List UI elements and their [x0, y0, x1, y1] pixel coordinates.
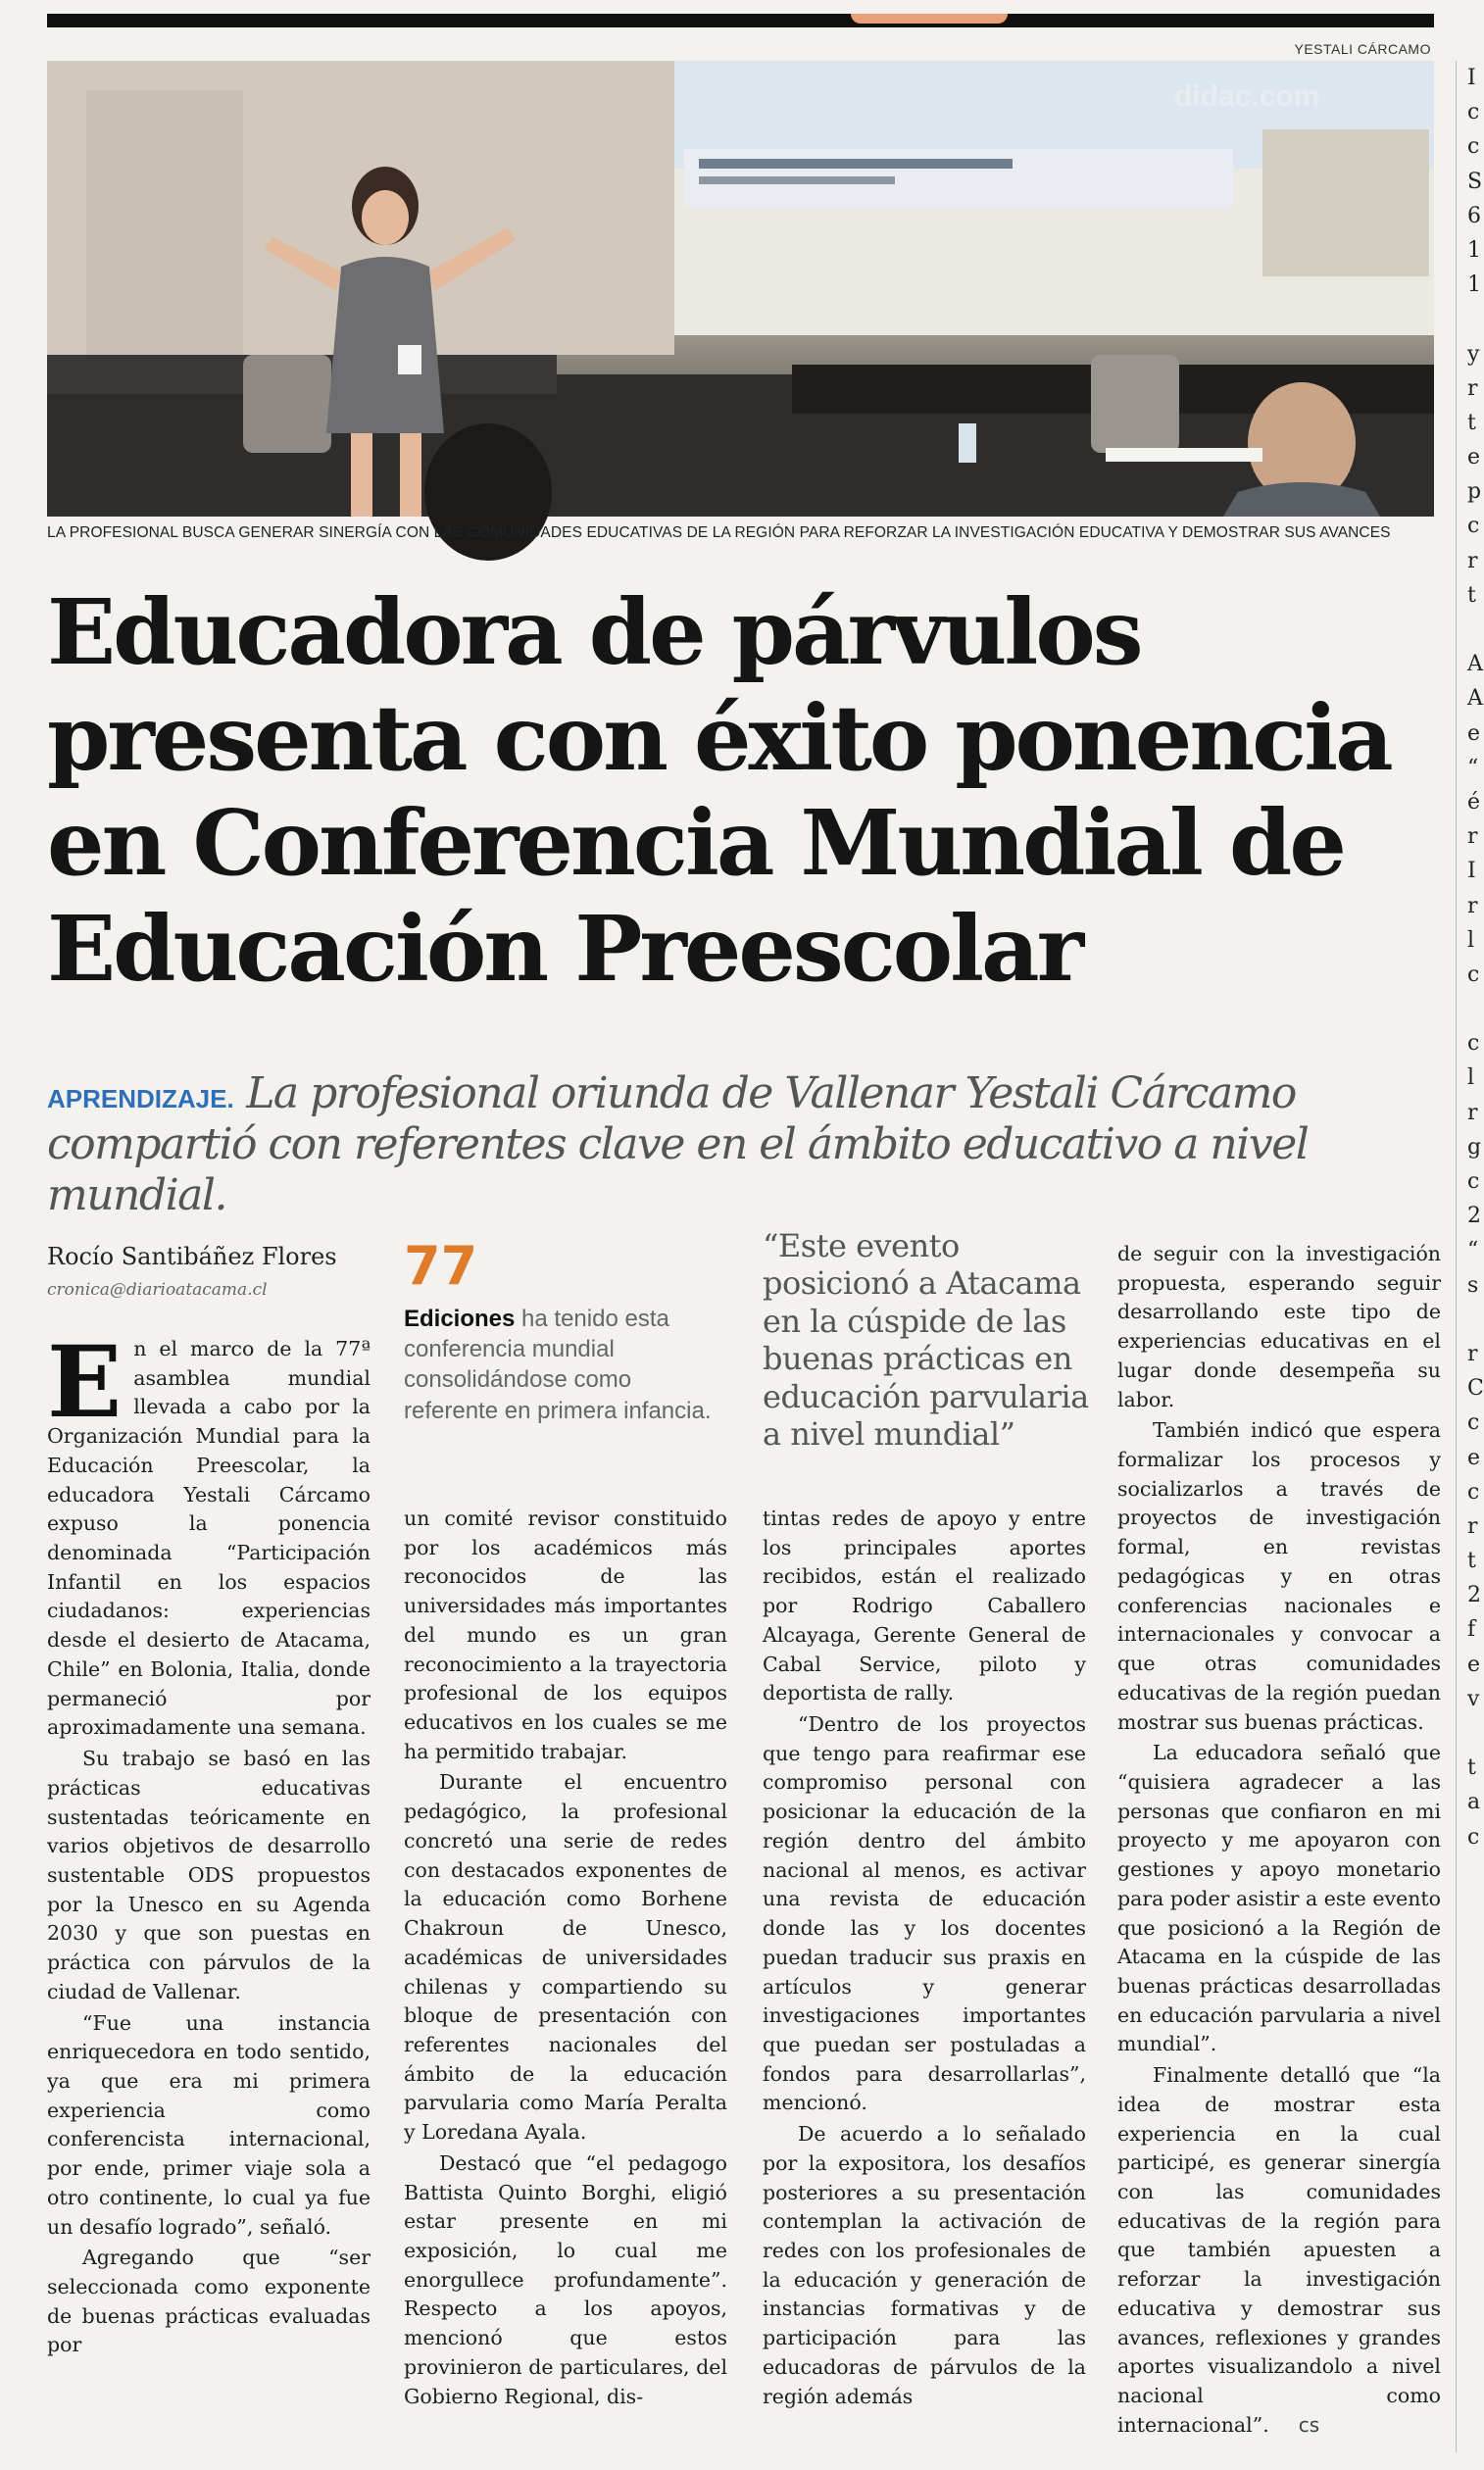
body-column-3 [763, 1505, 1086, 2413]
top-rule-accent [851, 14, 1008, 24]
body-column-4 [1117, 1240, 1441, 2442]
photo-caption: LA PROFESIONAL BUSCA GENERAR SINERGÍA CON LAS COMUNIDADES EDUCATIVAS DE LA REGIÓN PARA REFORZAR LA INVESTIGACIÓN EDUCATIVA Y DEMOSTRAR SUS AVANCES [47, 524, 1391, 541]
stat-number: 77 [404, 1235, 478, 1297]
stat-bold-label: Ediciones [404, 1306, 516, 1332]
dropcap: E [47, 1324, 123, 1440]
paragraph: La educadora señaló que “quisiera agradecer a las personas que confiaron en mi proyecto y me apoyaron con gestiones y apoyo monetario para poder asistir a este evento que posicionó a la Región de Atacama en la cúspide de las buenas prácticas desarrolladas en educación parvularia a nivel mundial”. [1117, 1741, 1441, 2056]
end-mark-icon: cs [1298, 2412, 1320, 2437]
paragraph: de seguir con la investigación propuesta, esperando seguir desarrollando este tipo de experiencias educativas en el lugar donde desempeña su labor. [1117, 1242, 1441, 1411]
paragraph: Su trabajo se basó en las prácticas educativas sustentadas teóricamente en varios objetivos de desarrollo sustentable ODS propuestos por la Unesco en su Agenda 2030 y que son puestas en práctica con párvulos de la ciudad de Vallenar. [47, 1747, 371, 2003]
byline-email[interactable]: cronica@diarioatacama.cl [47, 1280, 268, 1300]
pull-quote: “Este evento posicionó a Atacama en la cúspide de las buenas prácticas en educación parvularia a nivel mundial” [763, 1227, 1089, 1453]
conference-scene-illustration [47, 61, 1434, 517]
stat-text [404, 1304, 727, 1426]
deck-text: La profesional oriunda de Vallenar Yestali Cárcamo compartió con referentes clave en el ámbito educativo a nivel mundial. [47, 1068, 1309, 1220]
body-column-2 [404, 1505, 727, 2413]
paragraph: Finalmente detalló que “la idea de mostrar esta experiencia en la cual participé, es generar sinergía con las comunidades educativas de la región para que también apuesten a reforzar la investigación educativa y demostrar sus avances, reflexiones y grandes aportes visualizandolo a nivel nacional como internacional”. cs [1117, 2063, 1441, 2437]
paragraph: También indicó que espera formalizar los procesos y socializarlos a través de proyectos de investigación formal, en revistas pedagógicas y en otras conferencias nacionales e internacionales y convocar a que otras comunidades educativas de la región puedan mostrar sus buenas prácticas. [1117, 1418, 1441, 1734]
article-photo [47, 61, 1434, 517]
paragraph: Agregando que “ser seleccionada como exponente de buenas prácticas evaluadas por [47, 2246, 371, 2357]
projection-logo: didac.com [1174, 80, 1320, 113]
top-rule [47, 14, 1434, 27]
paragraph: Durante el encuentro pedagógico, la profesional concretó una serie de redes con destacados exponentes de la educación como Borhene Chakroun de Unesco, académicas de universidades chilenas y compartiendo su bloque de presentación con referentes nacionales del ámbito de la educación parvularia como María Peralta y Loredana Ayala. [404, 1770, 727, 2145]
stat-description: ha tenido esta conferencia mundial consolidándose como referente en primera infancia. [404, 1306, 712, 1424]
photo-credit: YESTALI CÁRCAMO [1294, 41, 1431, 57]
paragraph: En el marco de la 77ª asamblea mundial llevada a cabo por la Organización Mundial para la Educación Preescolar, la educadora Yestali Cárcamo expuso la ponencia denominada “Participación Infantil en los espacios ciudadanos: experiencias desde el desierto de Atacama, Chile” en Bolonia, Italia, donde permaneció por aproximadamente una semana. [47, 1324, 371, 1740]
adjacent-article-fragment: I c c S 6 1 1 y r t e p c r t A A e “ é r I r l c c l r g c 2 “ s r C c e c r t 2 f e v t a c [1467, 66, 1484, 1850]
headline: Educadora de párvulos presenta con éxito ponencia en Conferencia Mundial de Educación Preescolar [47, 579, 1391, 1002]
paragraph: un comité revisor constituido por los académicos más reconocidos de las universidades más importantes del mundo es un gran reconocimiento a la trayectoria profesional de los equipos educativos en los cuales se me ha permitido trabajar. [404, 1507, 727, 1763]
paragraph: Destacó que “el pedagogo Battista Quinto Borghi, eligió estar presente en mi exposición, lo cual me enorgullece profundamente”. Respecto a los apoyos, mencionó que estos provinieron de particulares, del Gobierno Regional, dis- [404, 2150, 727, 2408]
column-divider [1456, 61, 1457, 2452]
paragraph: “Dentro de los proyectos que tengo para reafirmar ese compromiso personal con posicionar la educación de la región dentro del ámbito nacional al menos, es activar una revista de educación donde las y los docentes puedan traducir sus praxis en artículos y generar investigaciones importantes que puedan ser postuladas a fondos para desarrollarlas”, mencionó. [763, 1712, 1086, 2115]
deck [47, 1068, 1439, 1221]
deck-section-tag: APRENDIZAJE. [47, 1084, 234, 1113]
paragraph: De acuerdo a lo señalado por la expositora, los desafíos posteriores a su presentación contemplan la activación de redes con los profesionales de la educación y generación de instancias formativas y de participación para las educadoras de párvulos de la región además [763, 2122, 1086, 2408]
paragraph: “Fue una instancia enriquecedora en todo sentido, ya que era mi primera experiencia como conferencista internacional, por ende, primer viaje sola a otro continente, lo cual ya fue un desafío logrado”, señaló. [47, 2010, 371, 2239]
paragraph: tintas redes de apoyo y entre los principales aportes recibidos, están el realizado por Rodrigo Caballero Alcayaga, Gerente General de Cabal Service, piloto y deportista de rally. [763, 1507, 1086, 1705]
body-column-1 [47, 1324, 371, 2362]
byline-author: Rocío Santibáñez Flores [47, 1243, 337, 1270]
